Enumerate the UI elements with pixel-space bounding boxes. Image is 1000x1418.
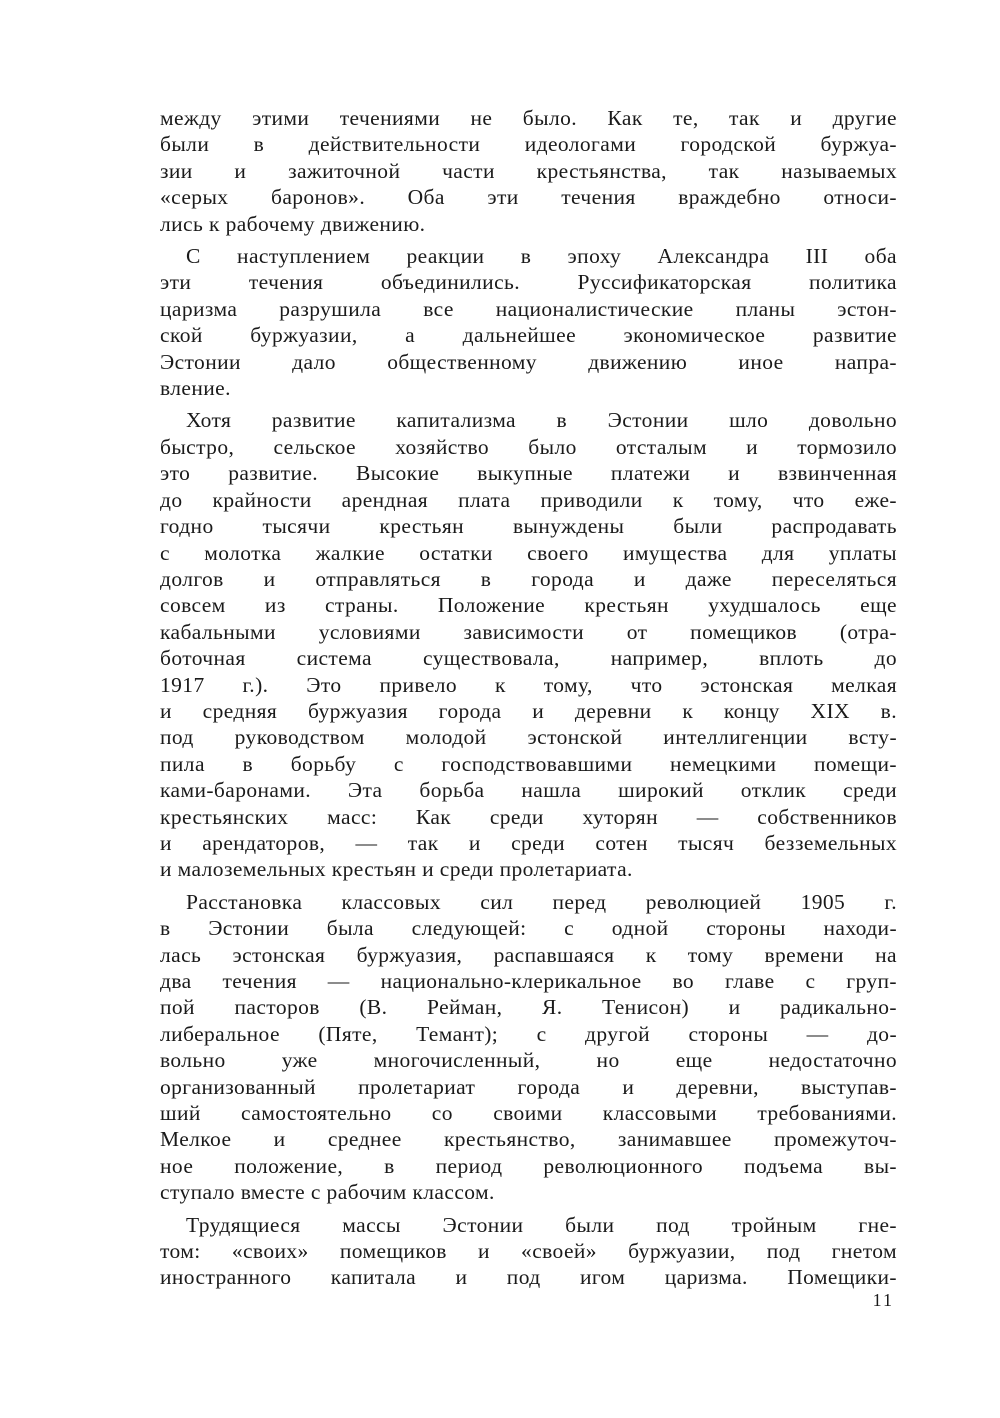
text-line: лась эстонская буржуазия, распавшаяся к тому времени на xyxy=(160,942,897,967)
text-line: между этими течениями не было. Как те, так и другие xyxy=(160,106,897,130)
text-line: и малоземельных крестьян и среди пролетариата. xyxy=(160,857,633,882)
text-line: до крайности арендная плата приводили к тому, что еже- xyxy=(160,487,897,512)
text-line: боточная система существовала, например, вплоть до xyxy=(160,646,897,671)
text-line: иностранного капитала и под игом царизма. Помещики- xyxy=(160,1265,897,1290)
text-line: совсем из страны. Положение крестьян ухудшалось еще xyxy=(160,593,897,618)
page-body xyxy=(160,105,897,1297)
text-line: долгов и отправляться в города и даже переселяться xyxy=(160,566,897,591)
text-line: «серых баронов». Оба эти течения враждебно относи- xyxy=(160,185,897,210)
text-line: Трудящиеся массы Эстонии были под тройным гне- xyxy=(186,1212,897,1237)
text-line: ками-баронами. Эта борьба нашла широкий отклик среди xyxy=(160,778,897,803)
paragraph-5 xyxy=(160,1212,897,1291)
paragraph-3 xyxy=(160,407,897,882)
text-line: С наступлением реакции в эпоху Александра III оба xyxy=(186,244,897,269)
text-line: Хотя развитие капитализма в Эстонии шло довольно xyxy=(186,408,897,433)
page-number: 11 xyxy=(872,1290,894,1310)
text-line: Мелкое и среднее крестьянство, занимавшее промежуточ- xyxy=(160,1127,897,1152)
text-line: эти течения объединились. Руссификаторская политика xyxy=(160,270,897,295)
text-line: Эстонии дало общественному движению иное напра- xyxy=(160,349,897,374)
text-line: и средняя буржуазия города и деревни к концу XIX в. xyxy=(160,698,897,723)
text-line: том: «своих» помещиков и «своей» буржуазии, под гнетом xyxy=(160,1239,897,1264)
text-line: под руководством молодой эстонской интеллигенции всту- xyxy=(160,725,897,750)
text-line: это развитие. Высокие выкупные платежи и взвинченная xyxy=(160,461,897,486)
text-line: и арендаторов, — так и среди сотен тысяч безземельных xyxy=(160,830,897,855)
text-line: ший самостоятельно со своими классовыми требованиями. xyxy=(160,1101,897,1126)
paragraph-1 xyxy=(160,105,897,237)
text-line: в Эстонии была следующей: с одной стороны находи- xyxy=(160,916,897,941)
text-line: Расстановка классовых сил перед революцией 1905 г. xyxy=(186,889,897,914)
text-line: 1917 г.). Это привело к тому, что эстонская мелкая xyxy=(160,672,897,697)
text-line: вление. xyxy=(160,376,231,401)
text-line: были в действительности идеологами городской буржуа- xyxy=(160,132,897,157)
text-line: организованный пролетариат города и деревни, выступав- xyxy=(160,1074,897,1099)
text-line: лись к рабочему движению. xyxy=(160,211,426,236)
paragraph-2 xyxy=(160,243,897,401)
text-line: ской буржуазии, а дальнейшее экономическое развитие xyxy=(160,323,897,348)
text-line: зии и зажиточной части крестьянства, так называемых xyxy=(160,158,897,183)
text-line: вольно уже многочисленный, но еще недостаточно xyxy=(160,1048,897,1073)
text-line: с молотка жалкие остатки своего имущества для уплаты xyxy=(160,540,897,565)
paragraph-4 xyxy=(160,889,897,1206)
text-line: два течения — национально-клерикальное во главе с груп- xyxy=(160,969,897,993)
text-line: крестьянских масс: Как среди хуторян — собственников xyxy=(160,804,897,829)
text-line: ное положение, в период революционного подъема вы- xyxy=(160,1153,897,1178)
text-line: царизма разрушила все националистические планы эстон- xyxy=(160,296,897,321)
text-line: либеральное (Пяте, Темант); с другой стороны — до- xyxy=(160,1021,897,1046)
text-line: пила в борьбу с господствовавшими немецкими помещи- xyxy=(160,751,897,776)
text-line: пой пасторов (В. Рейман, Я. Тенисон) и радикально- xyxy=(160,995,897,1020)
text-line: годно тысячи крестьян вынуждены были распродавать xyxy=(160,514,897,539)
text-line: кабальными условиями зависимости от помещиков (отра- xyxy=(160,619,897,644)
text-line: ступало вместе с рабочим классом. xyxy=(160,1180,495,1205)
text-line: быстро, сельское хозяйство было отсталым и тормозило xyxy=(160,434,897,459)
